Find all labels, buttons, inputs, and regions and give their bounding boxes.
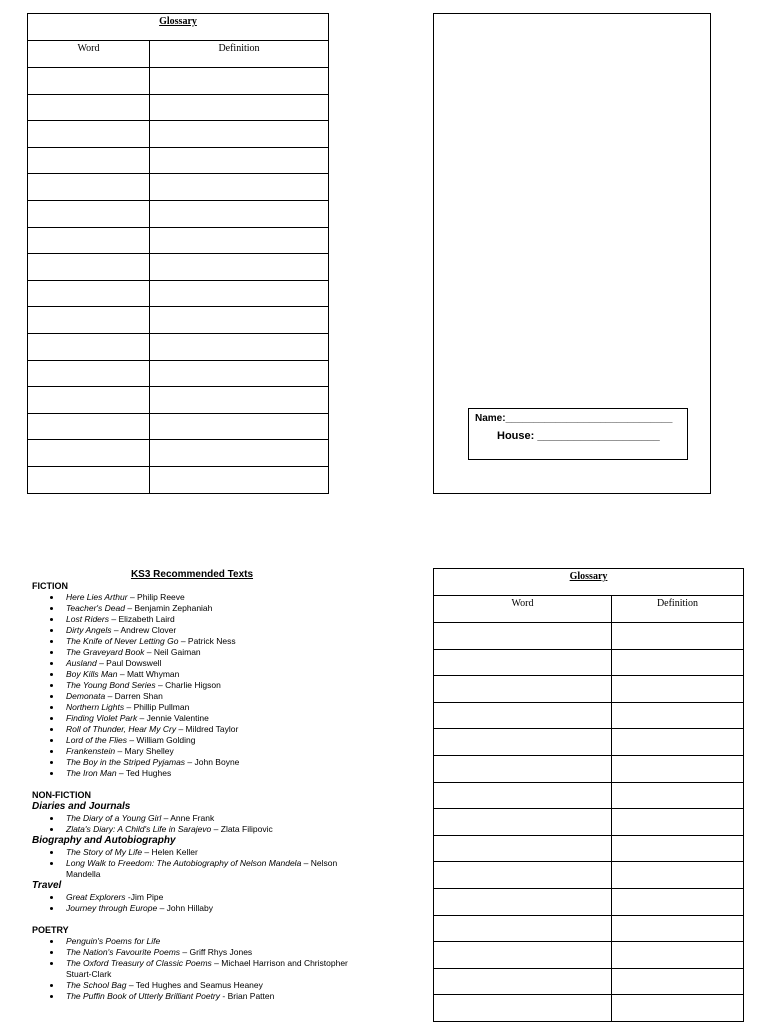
book-separator: – — [144, 647, 154, 657]
book-title: Penguin's Poems for Life — [66, 936, 161, 946]
glossary-row — [434, 942, 744, 969]
glossary-2-body — [434, 569, 744, 1022]
recommended-reading-list — [32, 569, 362, 1002]
book-title: Zlata's Diary: A Child's Life in Sarajevo — [66, 824, 212, 834]
diaries-heading: Diaries and Journals — [32, 801, 131, 812]
definition-cell[interactable] — [150, 413, 329, 440]
definition-cell[interactable] — [150, 200, 329, 227]
glossary-row — [434, 809, 744, 836]
definition-cell[interactable] — [612, 782, 744, 809]
definition-cell[interactable] — [150, 147, 329, 174]
book-list-item — [32, 757, 362, 768]
glossary-row — [28, 121, 329, 148]
word-cell[interactable] — [434, 888, 612, 915]
poetry-heading: POETRY — [32, 925, 69, 935]
definition-cell[interactable] — [150, 440, 329, 467]
biography-list — [32, 847, 362, 880]
book-separator: – — [301, 858, 311, 868]
book-separator: – — [124, 702, 134, 712]
book-title: The Graveyard Book — [66, 647, 145, 657]
book-title: Long Walk to Freedom: The Autobiography of Nelson Mandela — [66, 858, 302, 868]
book-list-item — [32, 958, 362, 980]
definition-cell[interactable] — [612, 995, 744, 1022]
book-list-item — [32, 892, 362, 903]
definition-cell[interactable] — [150, 360, 329, 387]
book-separator: – — [105, 691, 115, 701]
book-separator: – — [211, 958, 222, 968]
book-title: The School Bag — [66, 980, 127, 990]
glossary-row — [434, 755, 744, 782]
book-title: The Puffin Book of Utterly Brilliant Poetry — [66, 991, 221, 1001]
book-list-item — [32, 713, 362, 724]
word-cell[interactable] — [28, 387, 150, 414]
book-list-item — [32, 625, 362, 636]
book-list-item — [32, 980, 362, 991]
glossary-table-1 — [27, 13, 329, 494]
glossary-1-body — [28, 14, 329, 494]
book-author: Phillip Pullman — [133, 702, 190, 712]
book-separator: – — [126, 735, 137, 745]
definition-column-header: Definition — [612, 596, 744, 623]
book-author: Griff Rhys Jones — [189, 947, 253, 957]
book-title: Finding Violet Park — [66, 713, 138, 723]
book-separator: – — [96, 658, 107, 668]
glossary-row — [28, 280, 329, 307]
book-list-item — [32, 746, 362, 757]
book-title: Great Explorers — [66, 892, 126, 902]
definition-cell[interactable] — [150, 280, 329, 307]
book-author: Anne Frank — [170, 813, 215, 823]
book-separator: – — [180, 947, 190, 957]
book-author: Darren Shan — [114, 691, 163, 701]
house-label: House: — [497, 430, 535, 442]
book-title: Demonata — [66, 691, 106, 701]
book-title: Teacher's Dead — [66, 603, 125, 613]
glossary-row — [434, 915, 744, 942]
definition-cell[interactable] — [612, 729, 744, 756]
book-author: Mary Shelley — [124, 746, 174, 756]
word-cell[interactable] — [28, 360, 150, 387]
definition-cell[interactable] — [150, 227, 329, 254]
book-title: Northern Lights — [66, 702, 125, 712]
glossary-row — [28, 94, 329, 121]
word-cell[interactable] — [434, 968, 612, 995]
word-cell[interactable] — [28, 413, 150, 440]
word-cell[interactable] — [28, 440, 150, 467]
definition-cell[interactable] — [150, 307, 329, 334]
definition-cell[interactable] — [150, 94, 329, 121]
book-separator: – — [161, 813, 171, 823]
book-separator: – — [137, 713, 147, 723]
glossary-title: Glossary — [434, 569, 744, 596]
book-list-item — [32, 669, 362, 680]
glossary-row — [28, 174, 329, 201]
glossary-row — [28, 360, 329, 387]
word-cell[interactable] — [28, 466, 150, 493]
book-title: The Nation's Favourite Poems — [66, 947, 181, 957]
definition-cell[interactable] — [612, 702, 744, 729]
poetry-list — [32, 936, 362, 1002]
glossary-row — [434, 782, 744, 809]
book-title: The Boy in the Striped Pyjamas — [66, 757, 186, 767]
word-cell[interactable] — [28, 121, 150, 148]
word-cell[interactable] — [28, 174, 150, 201]
name-field[interactable] — [475, 413, 672, 424]
word-cell[interactable] — [434, 755, 612, 782]
book-separator: – — [157, 903, 167, 913]
glossary-row — [28, 68, 329, 95]
glossary-row — [28, 254, 329, 281]
word-cell[interactable] — [434, 942, 612, 969]
book-title: Journey through Europe — [66, 903, 158, 913]
word-cell[interactable] — [434, 835, 612, 862]
book-author: William Golding — [136, 735, 196, 745]
book-author: Helen Keller — [151, 847, 198, 857]
glossary-row — [434, 702, 744, 729]
book-title: The Knife of Never Letting Go — [66, 636, 179, 646]
glossary-row — [28, 413, 329, 440]
book-author: Paul Dowswell — [106, 658, 162, 668]
glossary-row — [28, 307, 329, 334]
glossary-row — [434, 729, 744, 756]
book-separator: – — [111, 625, 121, 635]
book-separator: - — [125, 892, 131, 902]
book-author: Zlata Filipovic — [220, 824, 273, 834]
glossary-row — [28, 227, 329, 254]
book-separator: – — [127, 592, 138, 602]
book-list-item — [32, 824, 362, 835]
book-list-item — [32, 614, 362, 625]
definition-column-header: Definition — [150, 41, 329, 68]
book-author: Michael Harrison and Christopher Stuart-Clark — [66, 958, 348, 979]
definition-cell[interactable] — [612, 968, 744, 995]
book-title: Frankenstein — [66, 746, 116, 756]
word-cell[interactable] — [434, 676, 612, 703]
book-author: John Hillaby — [166, 903, 213, 913]
definition-cell[interactable] — [612, 755, 744, 782]
book-separator: – — [126, 980, 136, 990]
book-separator: – — [178, 636, 188, 646]
book-author: Matt Whyman — [126, 669, 180, 679]
book-author: Benjamin Zephaniah — [134, 603, 213, 613]
book-author: Jennie Valentine — [146, 713, 209, 723]
glossary-row — [28, 200, 329, 227]
nonfiction-heading: NON-FICTION — [32, 790, 91, 800]
book-list-item — [32, 947, 362, 958]
definition-cell[interactable] — [612, 649, 744, 676]
book-title: Lord of the Flies — [66, 735, 127, 745]
word-cell[interactable] — [434, 702, 612, 729]
reading-list-title: KS3 Recommended Texts — [130, 569, 254, 580]
definition-cell[interactable] — [612, 942, 744, 969]
word-cell[interactable] — [28, 280, 150, 307]
book-list-item — [32, 658, 362, 669]
definition-cell[interactable] — [150, 387, 329, 414]
glossary-row — [434, 888, 744, 915]
book-author: John Boyne — [194, 757, 240, 767]
book-separator: - — [220, 991, 228, 1001]
definition-cell[interactable] — [150, 333, 329, 360]
word-cell[interactable] — [434, 729, 612, 756]
book-list-item — [32, 903, 362, 914]
book-author: Ted Hughes — [125, 768, 172, 778]
book-author: Jim Pipe — [130, 892, 164, 902]
book-title: Roll of Thunder, Hear My Cry — [66, 724, 177, 734]
glossary-row — [434, 968, 744, 995]
definition-cell[interactable] — [612, 862, 744, 889]
word-cell[interactable] — [434, 809, 612, 836]
book-title: The Diary of a Young Girl — [66, 813, 162, 823]
travel-heading: Travel — [32, 880, 62, 891]
word-column-header: Word — [434, 596, 612, 623]
book-author: Andrew Clover — [120, 625, 177, 635]
book-title: Lost Riders — [66, 614, 109, 624]
glossary-table-2 — [433, 568, 744, 1022]
book-title: Dirty Angels — [66, 625, 112, 635]
definition-cell[interactable] — [150, 466, 329, 493]
book-author: Brian Patten — [227, 991, 275, 1001]
book-title: The Iron Man — [66, 768, 117, 778]
definition-cell[interactable] — [150, 68, 329, 95]
book-list-item — [32, 813, 362, 824]
book-list-item — [32, 592, 362, 603]
booklet-cover-panel — [433, 13, 711, 494]
book-separator: – — [211, 824, 221, 834]
book-author: Mildred Taylor — [185, 724, 239, 734]
book-title: The Oxford Treasury of Classic Poems — [66, 958, 212, 968]
book-separator: – — [117, 669, 127, 679]
glossary-row — [434, 995, 744, 1022]
definition-cell[interactable] — [612, 888, 744, 915]
biography-heading: Biography and Autobiography — [32, 835, 176, 846]
word-cell[interactable] — [28, 200, 150, 227]
book-author: Elizabeth Laird — [118, 614, 175, 624]
book-list-item — [32, 647, 362, 658]
glossary-row — [434, 835, 744, 862]
book-separator: – — [115, 746, 125, 756]
book-title: The Young Bond Series — [66, 680, 156, 690]
fiction-heading: FICTION — [32, 581, 68, 591]
book-author: Nelson Mandella — [66, 858, 338, 879]
glossary-row — [434, 676, 744, 703]
book-list-item — [32, 991, 362, 1002]
definition-cell[interactable] — [150, 254, 329, 281]
book-list-item — [32, 735, 362, 746]
book-list-item — [32, 702, 362, 713]
diaries-list — [32, 813, 362, 835]
definition-cell[interactable] — [612, 676, 744, 703]
glossary-row — [28, 333, 329, 360]
word-cell[interactable] — [28, 147, 150, 174]
word-cell[interactable] — [434, 862, 612, 889]
house-field[interactable] — [497, 430, 660, 442]
book-title: Boy Kills Man — [66, 669, 118, 679]
book-title: The Story of My Life — [66, 847, 143, 857]
definition-cell[interactable] — [150, 174, 329, 201]
book-separator: – — [116, 768, 126, 778]
word-cell[interactable] — [434, 649, 612, 676]
word-cell[interactable] — [28, 307, 150, 334]
book-list-item — [32, 858, 362, 880]
book-list-item — [32, 847, 362, 858]
book-separator: – — [142, 847, 152, 857]
book-title: Here Lies Arthur — [66, 592, 128, 602]
book-author: Charlie Higson — [165, 680, 221, 690]
definition-cell[interactable] — [612, 809, 744, 836]
book-separator: – — [109, 614, 119, 624]
word-cell[interactable] — [434, 915, 612, 942]
glossary-row — [434, 862, 744, 889]
name-label: Name: — [475, 413, 506, 424]
book-list-item — [32, 636, 362, 647]
glossary-row — [434, 623, 744, 650]
book-list-item — [32, 691, 362, 702]
word-cell[interactable] — [28, 254, 150, 281]
word-cell[interactable] — [28, 68, 150, 95]
definition-cell[interactable] — [612, 915, 744, 942]
word-cell[interactable] — [434, 782, 612, 809]
book-author: Philip Reeve — [137, 592, 185, 602]
word-cell[interactable] — [28, 94, 150, 121]
book-title: Ausland — [66, 658, 97, 668]
name-blank-line: ______________________________ — [505, 413, 673, 424]
definition-cell[interactable] — [612, 623, 744, 650]
book-list-item — [32, 603, 362, 614]
travel-list — [32, 892, 362, 914]
book-author: Neil Gaiman — [153, 647, 201, 657]
book-separator: – — [176, 724, 186, 734]
word-cell[interactable] — [28, 227, 150, 254]
glossary-row — [28, 440, 329, 467]
word-cell[interactable] — [434, 623, 612, 650]
fiction-list — [32, 592, 362, 779]
glossary-row — [434, 649, 744, 676]
book-author: Patrick Ness — [187, 636, 236, 646]
book-list-item — [32, 936, 362, 947]
book-separator: – — [124, 603, 135, 613]
glossary-row — [28, 147, 329, 174]
definition-cell[interactable] — [150, 121, 329, 148]
book-list-item — [32, 680, 362, 691]
word-cell[interactable] — [28, 333, 150, 360]
name-house-box — [468, 408, 688, 460]
word-cell[interactable] — [434, 995, 612, 1022]
house-blank-line: ____________________ — [537, 430, 660, 442]
glossary-row — [28, 466, 329, 493]
book-separator: – — [185, 757, 195, 767]
definition-cell[interactable] — [612, 835, 744, 862]
book-list-item — [32, 768, 362, 779]
book-list-item — [32, 724, 362, 735]
glossary-title: Glossary — [28, 14, 329, 41]
book-author: Ted Hughes and Seamus Heaney — [135, 980, 263, 990]
book-separator: – — [155, 680, 166, 690]
word-column-header: Word — [28, 41, 150, 68]
glossary-row — [28, 387, 329, 414]
